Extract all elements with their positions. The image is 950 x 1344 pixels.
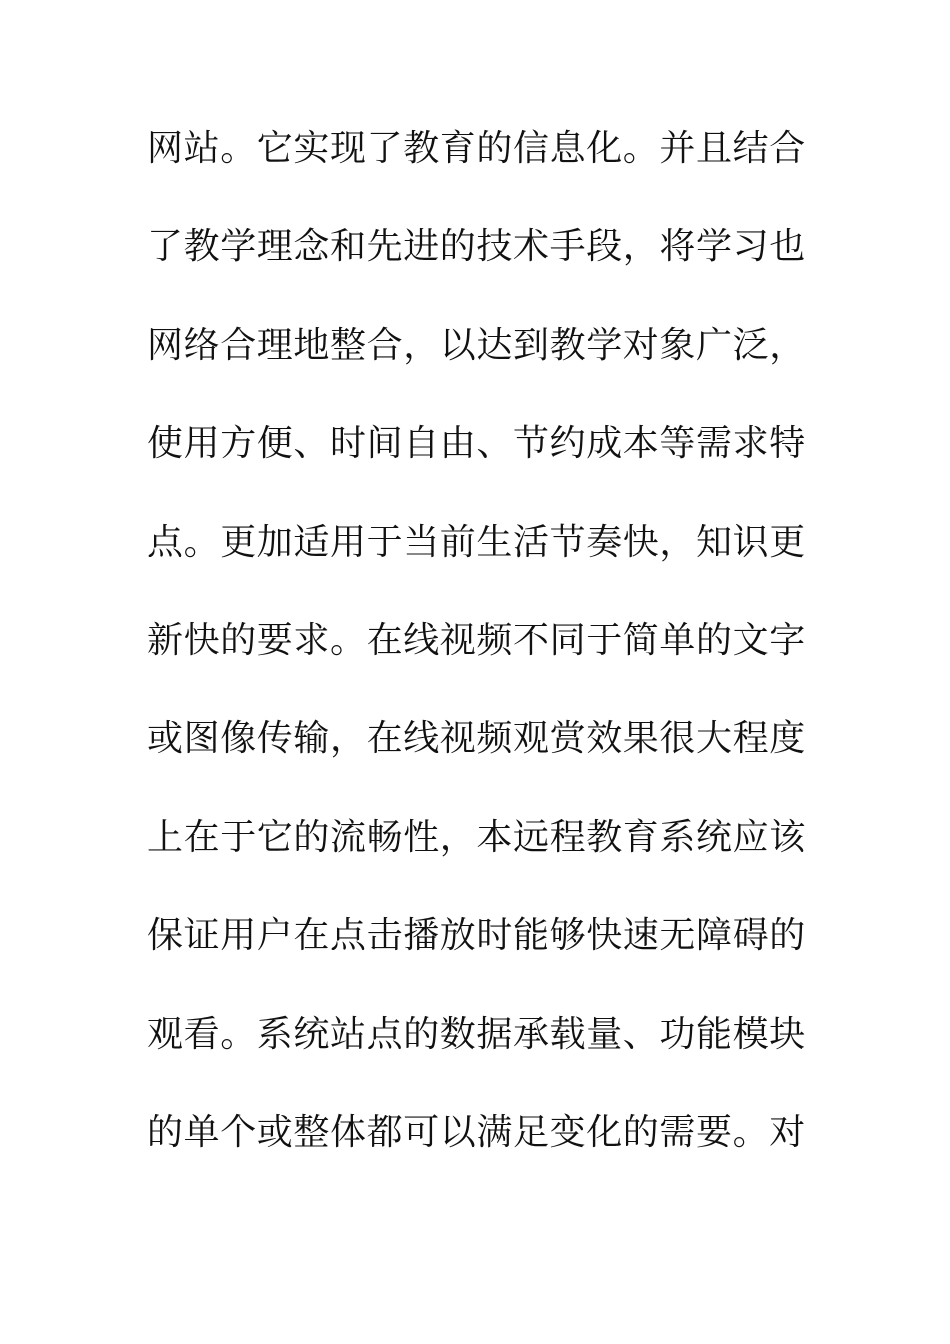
text-line-1: 网站。它实现了教育的信息化。并且结合 bbox=[147, 128, 806, 169]
text-line-2: 了教学理念和先进的技术手段，将学习也 bbox=[147, 226, 806, 268]
text-line-11: 的单个或整体都可以满足变化的需要。对 bbox=[147, 1111, 806, 1153]
text-line-6: 新快的要求。在线视频不同于简单的文字 bbox=[147, 619, 806, 661]
text-line-4: 使用方便、时间自由、节约成本等需求特 bbox=[147, 423, 806, 465]
body-paragraph bbox=[147, 122, 817, 1204]
text-line-3: 网络合理地整合，以达到教学对象广泛， bbox=[147, 324, 806, 366]
text-line-7: 或图像传输，在线视频观赏效果很大程度 bbox=[147, 718, 806, 760]
text-line-10: 观看。系统站点的数据承载量、功能模块 bbox=[147, 1013, 806, 1055]
text-line-5: 点。更加适用于当前生活节奏快，知识更 bbox=[147, 521, 806, 563]
text-line-8: 上在于它的流畅性，本远程教育系统应该 bbox=[147, 816, 806, 858]
text-line-9: 保证用户在点击播放时能够快速无障碍的 bbox=[147, 915, 806, 957]
